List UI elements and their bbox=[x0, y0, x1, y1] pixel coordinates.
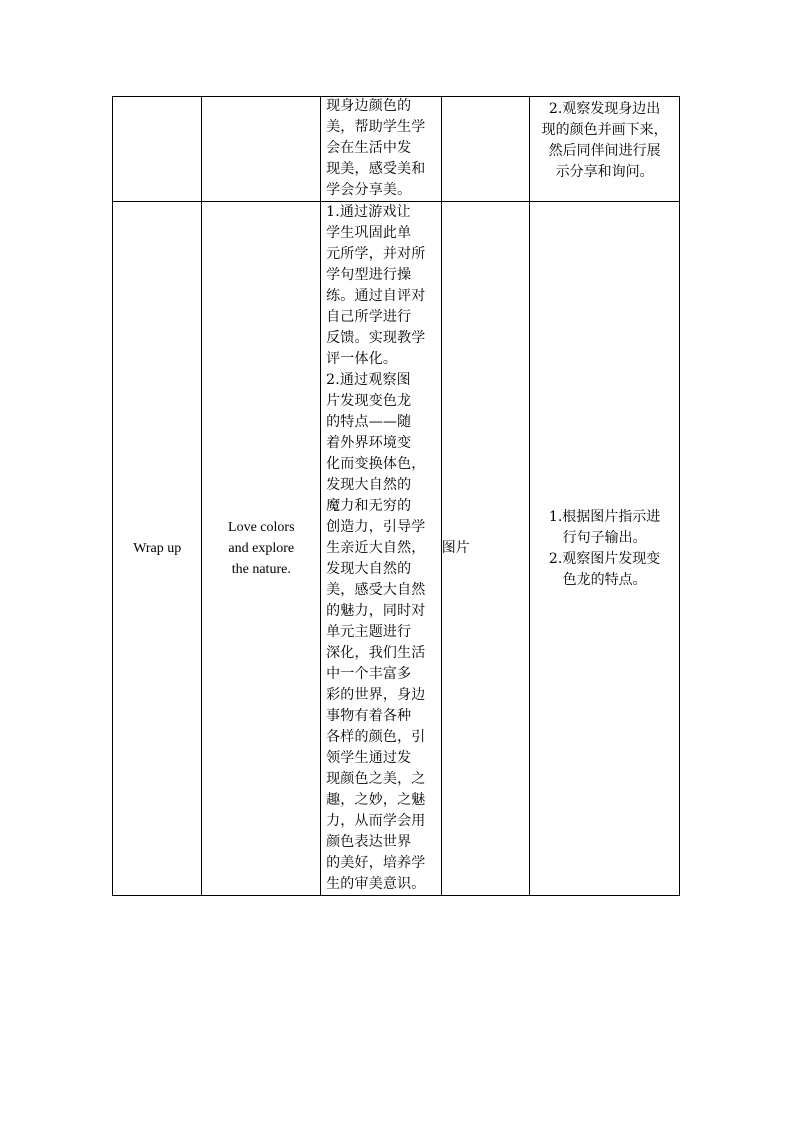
table-row bbox=[113, 97, 680, 202]
purpose-line: 1.通过游戏让 bbox=[326, 204, 411, 220]
media-cell bbox=[441, 97, 529, 202]
activity-line: 现的颜色并画下来， bbox=[541, 122, 668, 138]
purpose-line: 趣，之妙，之魅 bbox=[326, 792, 426, 808]
purpose-line: 自己所学进行 bbox=[326, 309, 412, 325]
purpose-line: 彩的世界，身边 bbox=[326, 687, 426, 703]
content-line: Love colors bbox=[228, 520, 295, 535]
purpose-line: 评一体化。 bbox=[326, 351, 398, 367]
purpose-line: 魔力和无穷的 bbox=[326, 498, 412, 514]
stage-cell bbox=[113, 97, 202, 202]
purpose-line: 着外界环境变 bbox=[326, 435, 412, 451]
purpose-line: 的魅力，同时对 bbox=[326, 603, 426, 619]
purpose-line: 反馈。实现教学 bbox=[326, 330, 426, 346]
purpose-line: 美，帮助学生学 bbox=[326, 119, 426, 135]
purpose-line: 元所学，并对所 bbox=[326, 246, 426, 262]
purpose-line: 生亲近大自然， bbox=[326, 540, 426, 556]
purpose-line: 学会分享美。 bbox=[326, 182, 412, 198]
purpose-line: 现颜色之美，之 bbox=[326, 771, 426, 787]
activity-line: 2.观察图片发现变 bbox=[548, 550, 661, 567]
purpose-line: 单元主题进行 bbox=[326, 624, 412, 640]
purpose-line: 深化，我们生活 bbox=[326, 645, 426, 661]
purpose-cell bbox=[321, 202, 442, 896]
purpose-line: 现美，感受美和 bbox=[326, 161, 426, 177]
activity-cell bbox=[530, 97, 680, 202]
table-row bbox=[113, 202, 680, 896]
media-label: 图片 bbox=[441, 540, 470, 556]
purpose-line: 学句型进行操 bbox=[326, 267, 412, 283]
content-cell bbox=[202, 202, 321, 896]
content-cell bbox=[202, 97, 321, 202]
activity-line: 行句子输出。 bbox=[562, 529, 647, 546]
purpose-line: 中一个丰富多 bbox=[326, 666, 412, 682]
purpose-line: 练。通过自评对 bbox=[326, 288, 426, 304]
activity-line: 色龙的特点。 bbox=[562, 571, 647, 588]
purpose-line: 2.通过观察图 bbox=[326, 372, 411, 388]
purpose-line: 事物有着各种 bbox=[326, 708, 412, 724]
purpose-line: 的美好，培养学 bbox=[326, 855, 426, 871]
purpose-line: 生的审美意识。 bbox=[326, 876, 426, 892]
purpose-line: 领学生通过发 bbox=[326, 750, 412, 766]
activity-line: 然后同伴间进行展 bbox=[548, 143, 661, 159]
purpose-line: 各样的颜色，引 bbox=[326, 729, 426, 745]
content-line: and explore bbox=[228, 541, 295, 556]
stage-label: Wrap up bbox=[133, 541, 182, 556]
purpose-line: 学生巩固此单 bbox=[326, 225, 412, 241]
purpose-line: 发现大自然的 bbox=[326, 561, 412, 577]
purpose-cell bbox=[321, 97, 442, 202]
activity-line: 2.观察发现身边出 bbox=[548, 101, 661, 117]
purpose-line: 创造力，引导学 bbox=[326, 519, 426, 535]
purpose-line: 化而变换体色， bbox=[326, 456, 426, 472]
media-cell bbox=[441, 202, 529, 896]
purpose-line: 力，从而学会用 bbox=[326, 813, 426, 829]
purpose-line: 美，感受大自然 bbox=[326, 582, 426, 598]
purpose-line: 的特点——随 bbox=[326, 414, 412, 430]
purpose-line: 发现大自然的 bbox=[326, 477, 412, 493]
content-line: the nature. bbox=[231, 562, 291, 577]
stage-cell bbox=[113, 202, 202, 896]
activity-line: 1.根据图片指示进 bbox=[548, 508, 661, 525]
activity-cell bbox=[530, 202, 680, 896]
purpose-line: 现身边颜色的 bbox=[326, 98, 412, 114]
purpose-line: 颜色表达世界 bbox=[326, 834, 412, 850]
purpose-line: 会在生活中发 bbox=[326, 140, 412, 156]
purpose-line: 片发现变色龙 bbox=[326, 393, 412, 409]
lesson-plan-table bbox=[112, 96, 680, 896]
activity-line: 示分享和询问。 bbox=[555, 164, 654, 180]
